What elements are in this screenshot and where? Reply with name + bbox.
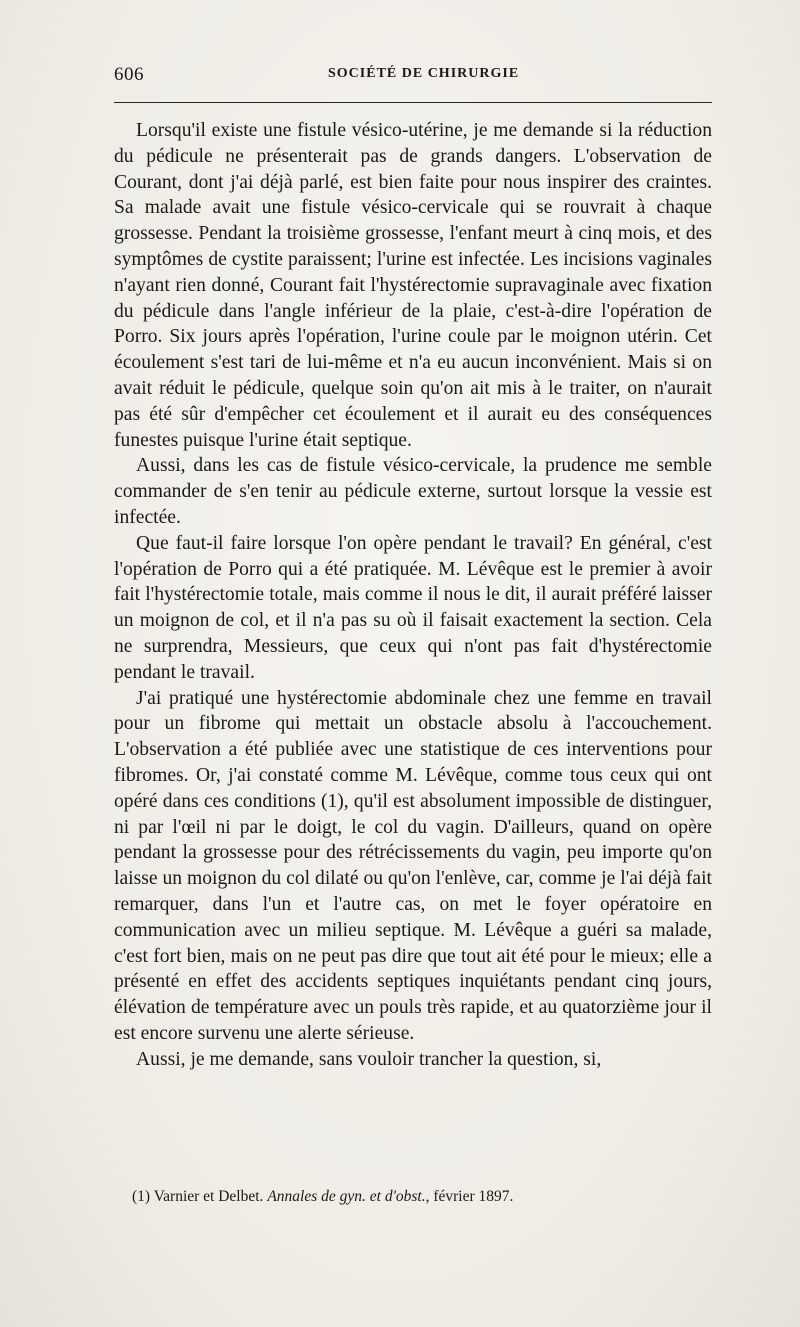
footnote-journal: Annales de gyn. et d'obst. bbox=[267, 1188, 426, 1205]
body-text bbox=[114, 118, 712, 1072]
page-header bbox=[114, 64, 712, 88]
paragraph: Que faut-il faire lorsque l'on opère pendant le travail? En général, c'est l'opération de Porro qui a été pratiquée. M. Lévêque est le premier à avoir fait l'hystérectomie totale, mais comme il nous le dit, il aurait préféré laisser un moignon de col, et il n'a pas su où il faisait exactement la section. Cela ne surprendra, Messieurs, que ceux qui n'ont pas fait d'hystérectomie pendant le travail. bbox=[114, 532, 712, 683]
paragraph: J'ai pratiqué une hystérectomie abdominale chez une femme en travail pour un fibrome qui mettait un obstacle absolu à l'accouchement. L'observation a été publiée avec une statistique de ces interventions pour fibromes. Or, j'ai constaté comme M. Lévêque, comme tous ceux qui ont opéré dans ces conditions (1), qu'il est absolument impossible de distinguer, ni par l'œil ni par le doigt, le col du vagin. D'ailleurs, quand on opère pendant la grossesse pour des rétrécissements du vagin, peu importe qu'on laisse un moignon du col dilaté ou qu'on l'enlève, car, comme je l'ai déjà fait remarquer, dans l'un et l'autre cas, on met le foyer opératoire en communication avec un milieu septique. M. Lévêque a guéri sa malade, c'est fort bien, mais on ne peut pas dire que tout ait été pour le mieux; elle a présenté en effet des accidents septiques inquiétants pendant cinq jours, élévation de température avec un pouls très rapide, et au quatorzième jour il est encore survenu une alerte sérieuse. bbox=[114, 687, 712, 1044]
paragraph: Aussi, dans les cas de fistule vésico-cervicale, la prudence me semble commander de s'en tenir au pédicule externe, surtout lorsque la vessie est infectée. bbox=[114, 455, 712, 528]
footnote-date: , février 1897. bbox=[425, 1188, 514, 1205]
paragraph: Lorsqu'il existe une fistule vésico-utérine, je me demande si la réduction du pédicule ne présenterait pas de grands dangers. L'observation de Courant, dont j'ai déjà parlé, est bien faite pour nous inspirer des craintes. Sa malade avait une fistule vésico-cervicale qui se rouvrait à chaque grossesse. Pendant la troisième grossesse, l'enfant meurt à cinq mois, et des symptômes de cystite paraissent; l'urine est infectée. Les incisions vaginales n'ayant rien donné, Courant fait l'hystérectomie supravaginale avec fixation du pédicule dans l'angle inférieur de la plaie, c'est-à-dire l'opération de Porro. Six jours après l'opération, l'urine coule par le moignon utérin. Cet écoulement s'est tari de lui-même et n'a eu aucun inconvénient. Mais si on avait réduit le pédicule, quelque soin qu'on ait mis à le traiter, on n'aurait pas été sûr d'empêcher cet écoulement et il aurait eu des conséquences funestes puisque l'urine était septique. bbox=[114, 120, 712, 451]
paragraph: Aussi, je me demande, sans vouloir trancher la question, si, bbox=[136, 1048, 602, 1070]
footnote bbox=[132, 1186, 712, 1208]
running-head: SOCIÉTÉ DE CHIRURGIE bbox=[328, 66, 520, 81]
page-number: 606 bbox=[114, 64, 144, 85]
footnote-marker: (1) bbox=[132, 1188, 151, 1205]
header-rule bbox=[114, 102, 712, 103]
footnote-authors: Varnier et Delbet. bbox=[153, 1188, 264, 1205]
